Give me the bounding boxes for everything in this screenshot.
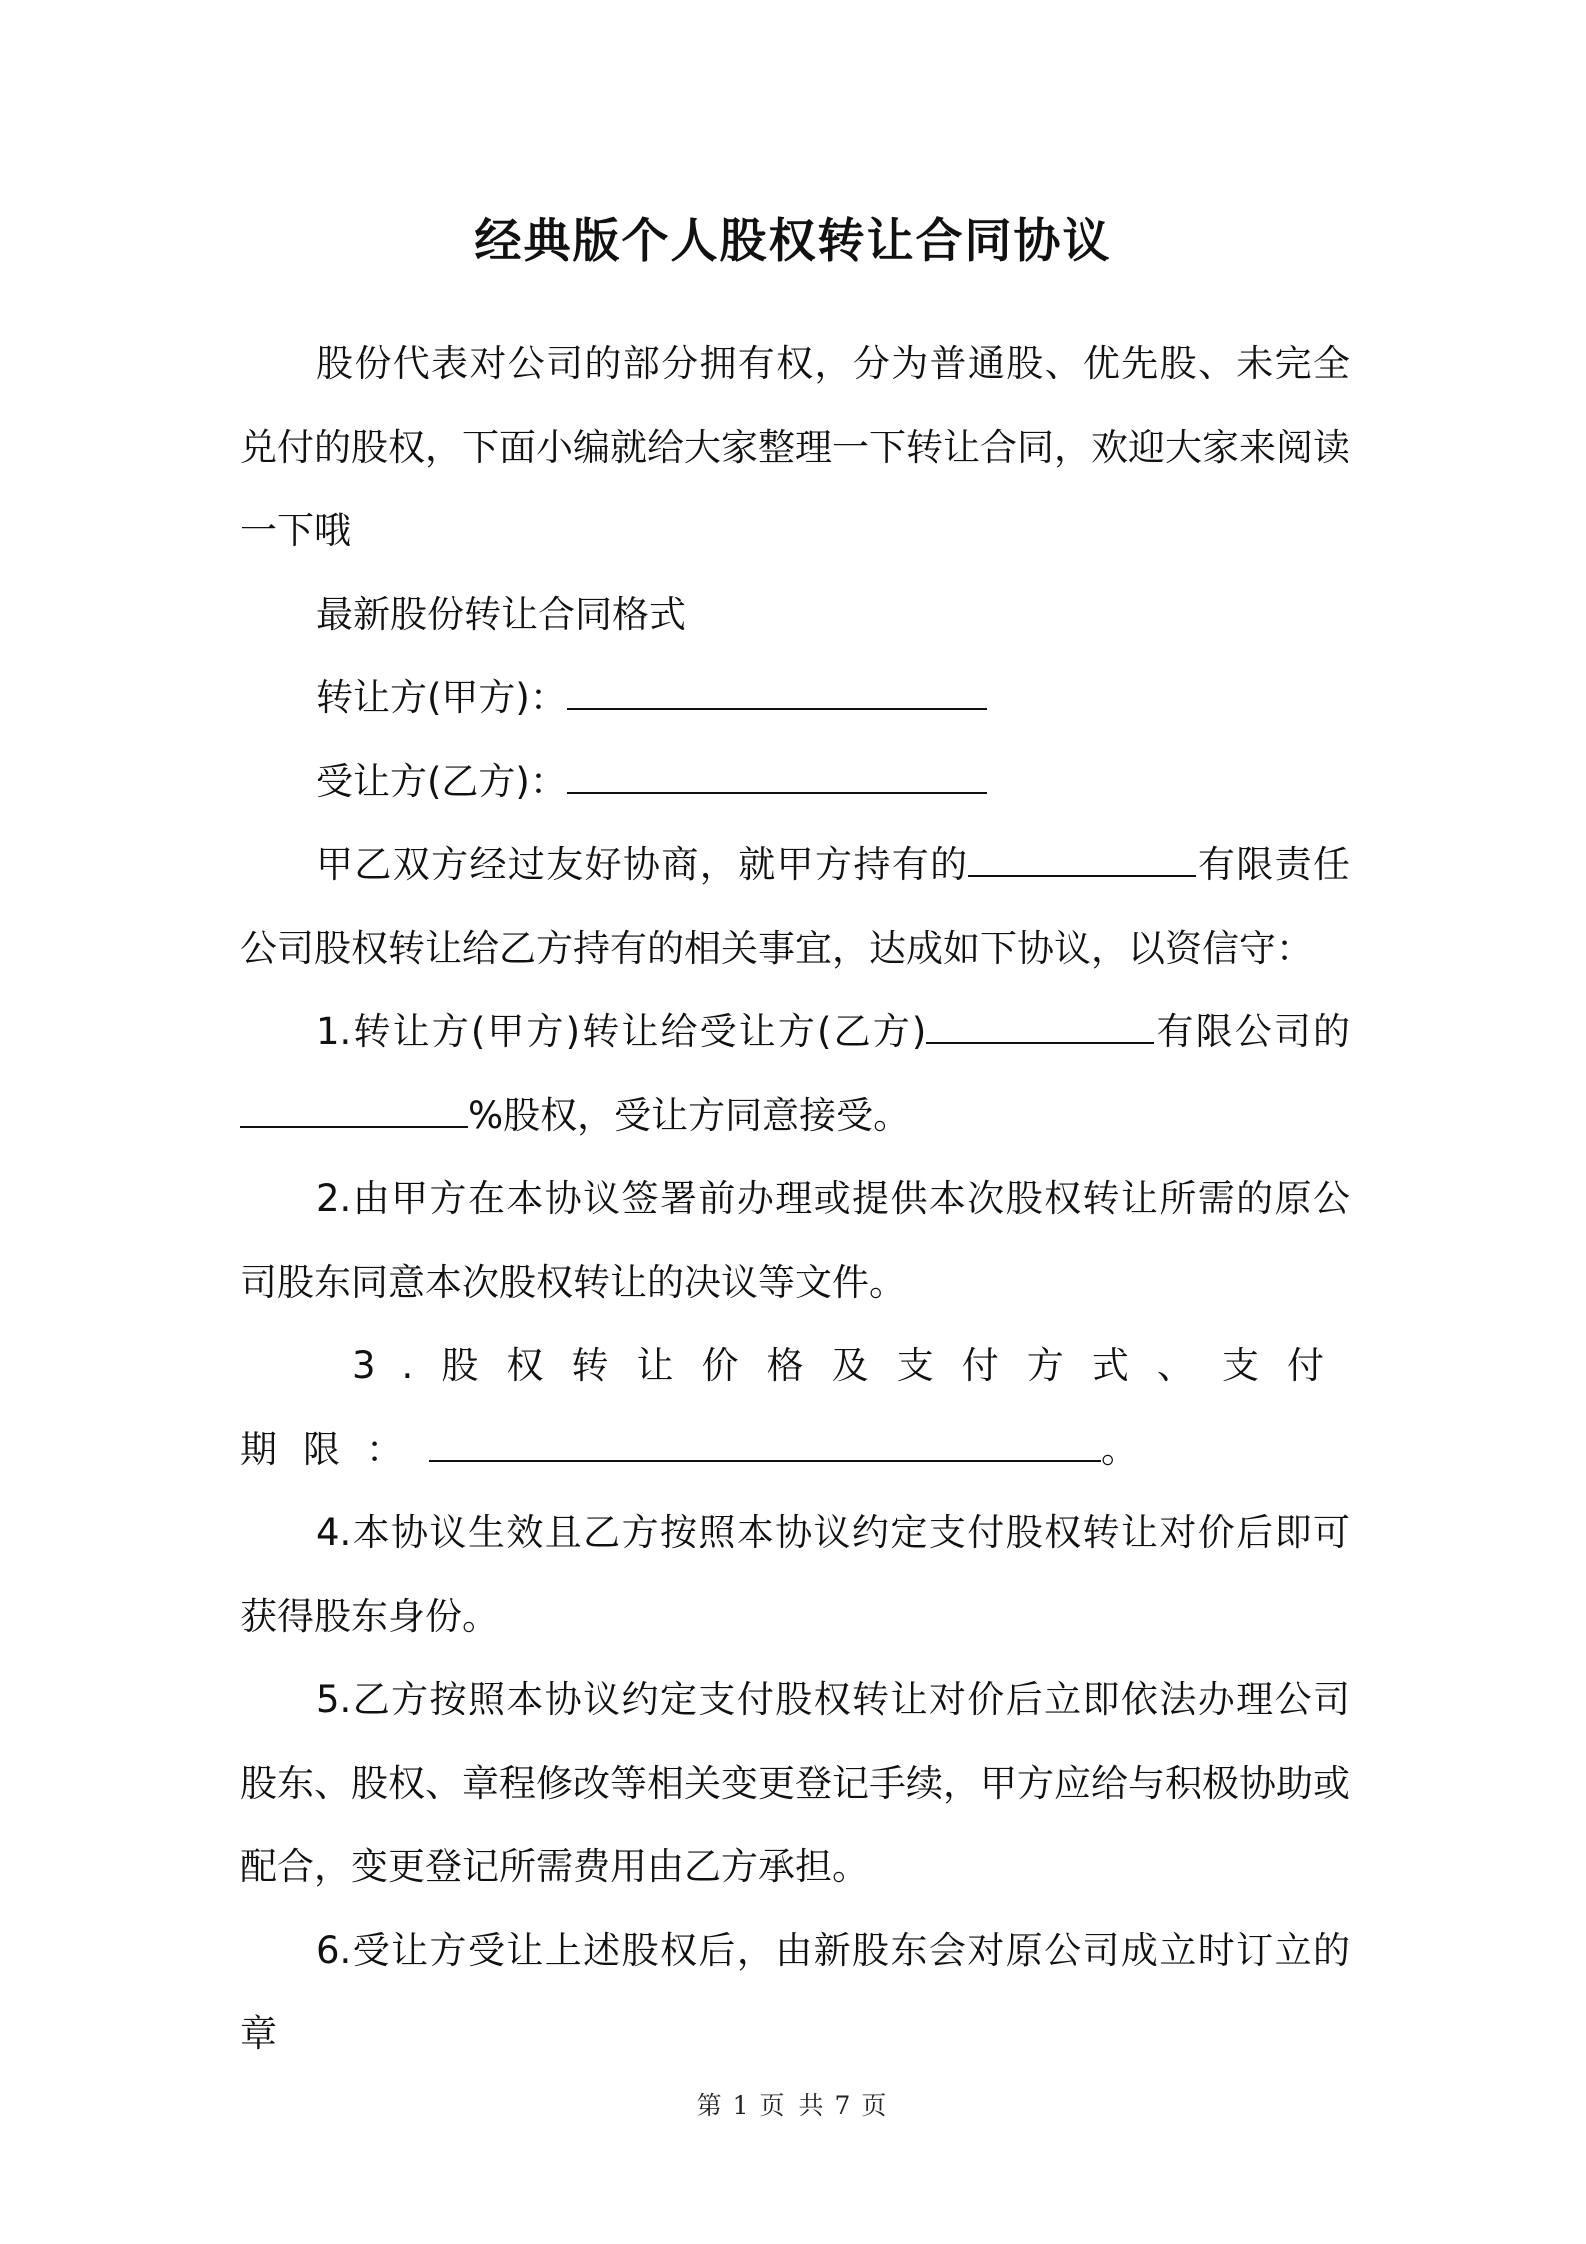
- intro-paragraph: 股份代表对公司的部分拥有权，分为普通股、优先股、未完全兑付的股权，下面小编就给大家整理一下转让合同，欢迎大家来阅读一下哦: [240, 342, 1350, 552]
- clause-1-company-blank: [926, 1012, 1154, 1044]
- footer-prefix: 第: [696, 2091, 725, 2120]
- preamble-text-before: 甲乙双方经过友好协商，就甲方持有的: [316, 843, 969, 886]
- clause-1-text-before: 1.转让方(甲方)转让给受让方(乙方): [316, 1010, 927, 1053]
- footer-total-pages: 7: [834, 2091, 854, 2120]
- clause-2: 2.由甲方在本协议签署前办理或提供本次股权转让所需的原公司股东同意本次股权转让的决议等文件。: [240, 1177, 1350, 1304]
- clause-4: 4.本协议生效且乙方按照本协议约定支付股权转让对价后即可获得股东身份。: [240, 1511, 1350, 1638]
- clause-1-percent-blank: [240, 1096, 468, 1128]
- format-heading: 最新股份转让合同格式: [316, 592, 686, 636]
- preamble-paragraph: [240, 823, 1350, 990]
- footer-middle: 页 共: [759, 2091, 827, 2120]
- clause-3-text-after: 。: [1101, 1427, 1138, 1471]
- party-a-label: 转让方(甲方)：: [316, 676, 567, 719]
- footer-suffix: 页: [861, 2091, 890, 2120]
- preamble-text-after: 有限责任公司股权转让给乙方持有的相关事宜，达成如下协议，以资信守：: [240, 843, 1351, 970]
- clause-5: 5.乙方按照本协议约定支付股权转让对价后立即依法办理公司股东、股权、章程修改等相关变更登记手续，甲方应给与积极协助或配合，变更登记所需费用由乙方承担。: [240, 1678, 1350, 1888]
- party-b-line: [240, 740, 1350, 824]
- clause-1-text-after: %股权，受让方同意接受。: [468, 1093, 911, 1137]
- party-b-label: 受让方(乙方)：: [316, 759, 567, 803]
- clause-6: 6.受让方受让上述股权后，由新股东会对原公司成立时订立的章: [240, 1928, 1350, 2055]
- page-footer: [0, 2086, 1586, 2122]
- clause-3: [240, 1324, 1350, 1491]
- document-body: [240, 322, 1350, 2076]
- clause-3-text-before: 3.股权转让价格及支付方式、支付期限：: [240, 1344, 1350, 1471]
- company-name-blank: [968, 845, 1196, 877]
- document-title: 经典版个人股权转让合同协议: [474, 214, 1112, 269]
- clause-1-text-middle: 有限公司的: [1154, 1010, 1350, 1053]
- party-b-blank: [567, 762, 987, 794]
- clause-3-blank: [429, 1430, 1101, 1462]
- footer-page-number: 1: [732, 2091, 752, 2120]
- party-a-line: [240, 656, 1350, 740]
- party-a-blank: [567, 678, 987, 710]
- clause-1: [240, 990, 1350, 1157]
